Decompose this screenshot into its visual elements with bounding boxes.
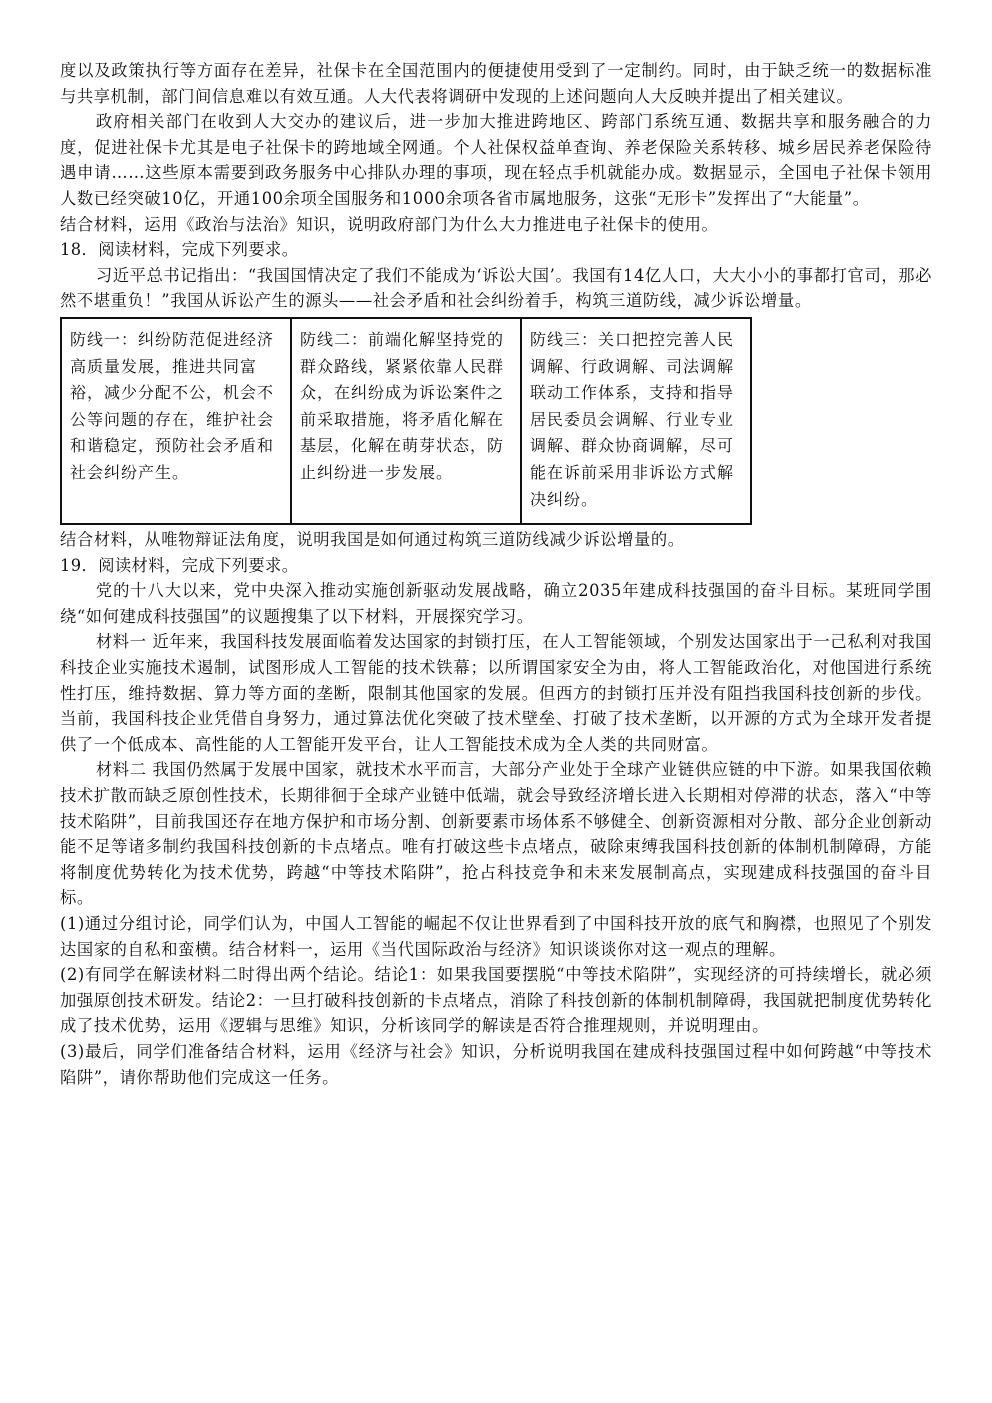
question-19-intro: 党的十八大以来，党中央深入推动实施创新驱动发展战略，确立2035年建成科技强国的奋斗目标。某班同学围绕“如何建成科技强国”的议题搜集了以下材料，开展探究学习。 [60,581,932,626]
sub-question-2: (2)有同学在解读材料二时得出两个结论。结论1：如果我国要摆脱“中等技术陷阱”，实现经济的可持续增长，就必须加强原创技术研发。结论2：一旦打破科技创新的卡点堵点，消除了科技创新的体制机制障碍，我国就把制度优势转化成了技术优势，运用《逻辑与思维》知识，分析该同学的解读是否符合推理规则，并说明理由。 [60,965,932,1036]
sub-question-3: (3)最后，同学们准备结合材料，运用《经济与社会》知识，分析说明我国在建成科技强国过程中如何跨越“中等技术陷阱”，请你帮助他们完成这一任务。 [60,1041,932,1087]
question-19-heading: 19．阅读材料，完成下列要求。 [60,555,299,575]
table-row [61,318,751,524]
question-17-prompt: 结合材料，运用《政治与法治》知识，说明政府部门为什么大力推进电子社保卡的使用。 [60,214,719,234]
question-18-prompt: 结合材料，从唯物辩证法角度，说明我国是如何通过构筑三道防线减少诉讼增量的。 [60,530,685,550]
material-2: 材料二 我国仍然属于发展中国家，就技术水平而言，大部分产业处于全球产业链供应链的中下游。如果我国依赖技术扩散而缺乏原创性技术，长期徘徊于全球产业链中低端，就会导致经济增长进入长期相对停滞的状态，落入“中等技术陷阱”，目前我国还存在地方保护和市场分割、创新要素市场体系不够健全、创新资源相对分散、部分企业创新动能不足等诸多制约我国科技创新的卡点堵点。唯有打破这些卡点堵点，破除束缚我国科技创新的体制机制障碍，方能将制度优势转化为技术优势，跨越“中等技术陷阱”，抢占科技竞争和未来发展制高点，实现建成科技强国的奋斗目标。 [60,760,932,908]
defense-line-3: 防线三：关口把控完善人民调解、行政调解、司法调解联动工作体系，支持和指导居民委员会调解、行业专业调解、群众协商调解，尽可能在诉前采用非诉讼方式解决纠纷。 [521,318,751,524]
question-18-heading: 18．阅读材料，完成下列要求。 [60,240,299,260]
material-1: 材料一 近年来，我国科技发展面临着发达国家的封锁打压，在人工智能领域，个别发达国家出于一己私利对我国科技企业实施技术遏制，试图形成人工智能的技术铁幕；以所谓国家安全为由，将人工智能政治化，对他国进行系统性打压，维持数据、算力等方面的垄断，限制其他国家的发展。但西方的封锁打压并没有阻挡我国科技创新的步伐。当前，我国科技企业凭借自身努力，通过算法优化突破了技术壁垒、打破了技术垄断，以开源的方式为全球开发者提供了一个低成本、高性能的人工智能开发平台，让人工智能技术成为全人类的共同财富。 [60,632,932,754]
paragraph-government-response: 政府相关部门在收到人大交办的建议后，进一步加大推进跨地区、跨部门系统互通、数据共享和服务融合的力度，促进社保卡尤其是电子社保卡的跨地域全网通。个人社保权益单查询、养老保险关系转移、城乡居民养老保险待遇申请……这些原本需要到政务服务中心排队办理的事项，现在轻点手机就能办成。数据显示，全国电子社保卡领用人数已经突破10亿，开通100余项全国服务和1000余项各省市属地服务，这张“无形卡”发挥出了“大能量”。 [60,112,932,208]
defense-line-1: 防线一：纠纷防范促进经济高质量发展，推进共同富裕，减少分配不公，机会不公等问题的存在，维护社会和谐稳定，预防社会矛盾和社会纠纷产生。 [61,318,291,524]
sub-question-1: (1)通过分组讨论，同学们认为，中国人工智能的崛起不仅让世界看到了中国科技开放的底气和胸襟，也照见了个别发达国家的自私和蛮横。结合材料一，运用《当代国际政治与经济》知识谈谈你对这一观点的理解。 [60,914,932,959]
question-18-intro: 习近平总书记指出：“我国国情决定了我们不能成为‘诉讼大国’。我国有14亿人口，大大小小的事都打官司，那必然不堪重负！”我国从诉讼产生的源头——社会矛盾和社会纠纷着手，构筑三道防线，减少诉讼增量。 [60,265,932,311]
defense-line-2: 防线二：前端化解坚持党的群众路线，紧紧依靠人民群众，在纠纷成为诉讼案件之前采取措施，将矛盾化解在基层，化解在萌芽状态，防止纠纷进一步发展。 [291,318,521,524]
defense-lines-table [60,317,752,525]
paragraph-continuation: 度以及政策执行等方面存在差异，社保卡在全国范围内的便捷使用受到了一定制约。同时，由于缺乏统一的数据标准与共享机制，部门间信息难以有效互通。人大代表将调研中发现的上述问题向人大反映并提出了相关建议。 [60,61,932,106]
